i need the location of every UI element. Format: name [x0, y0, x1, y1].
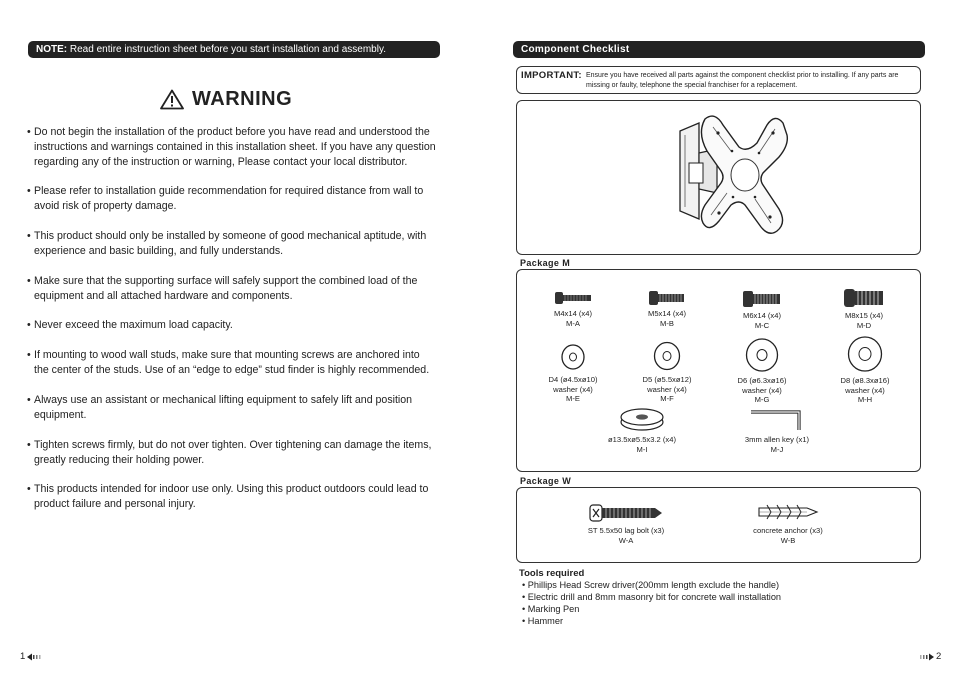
washer-d5-item: D5 (ø5.5xø12) washer (x4) M-F	[625, 340, 709, 404]
warning-bullet-2: • Please refer to installation guide recommendation for required distance from wall to avoid risk of property damage.	[27, 185, 424, 212]
note-bar	[28, 41, 440, 58]
washer-d8-item: D8 (ø8.3xø16) washer (x4) M-H	[822, 335, 908, 405]
machine-screw-icon	[842, 288, 886, 308]
tool-item: • Marking Pen	[522, 604, 580, 614]
important-notice	[516, 66, 921, 94]
note-label: NOTE:	[36, 44, 68, 55]
tools-required-heading: Tools required	[519, 568, 585, 579]
warning-bullet-5: • Never exceed the maximum load capacity.	[27, 319, 233, 331]
machine-screw-icon	[741, 290, 783, 308]
washer-d6-item: D6 (ø6.3xø16) washer (x4) M-G	[720, 337, 804, 405]
important-text: Ensure you have received all parts against the component checklist prior to installing. If any parts are missing or faulty, telephone the special franchiser for a replacement.	[586, 72, 899, 89]
note-text: Read entire instruction sheet before you start installation and assembly.	[67, 44, 386, 55]
warning-title: WARNING	[192, 88, 293, 110]
tool-item: • Hammer	[522, 616, 564, 626]
washer-icon	[846, 335, 884, 373]
warning-bullet-9: • This products intended for indoor use only. Using this product outdoors could lead to product failure and personal injury.	[27, 483, 429, 510]
tool-item: • Phillips Head Screw driver(200mm length exclude the handle)	[522, 580, 780, 590]
screw-m5-item: M5x14 (x4) M-B	[631, 290, 703, 328]
washer-icon	[652, 340, 682, 372]
warning-triangle-icon	[160, 89, 184, 110]
concrete-anchor-icon	[757, 501, 819, 523]
allen-key-item: 3mm allen key (x1) M-J	[730, 408, 824, 454]
warning-bullet-8: • Tighten screws firmly, but do not over tighten. Over tightening can damage the items, greatly reducing their holding power.	[27, 439, 432, 466]
lag-bolt-icon	[589, 503, 663, 523]
spacer-icon	[619, 406, 665, 432]
machine-screw-icon	[647, 290, 687, 306]
lag-bolt-item: ST 5.5x50 lag bolt (x3) W-A	[576, 503, 676, 545]
screw-m6-item: M6x14 (x4) M-C	[726, 290, 798, 330]
allen-key-icon	[747, 408, 807, 432]
component-checklist-bar: Component Checklist	[513, 41, 925, 58]
page-number-right: 2	[918, 651, 941, 662]
tool-item: • Electric drill and 8mm masonry bit for concrete wall installation	[522, 592, 782, 602]
warning-bullet-7: • Always use an assistant or mechanical lifting equipment to safely lift and position equipment.	[27, 394, 413, 421]
screw-m8-item: M8x15 (x4) M-D	[828, 288, 900, 330]
warning-heading	[160, 88, 292, 111]
washer-icon	[744, 337, 780, 373]
screw-m4-item: M4x14 (x4) M-A	[537, 290, 609, 328]
package-w-label: Package W	[520, 476, 572, 486]
washer-d4-item: D4 (ø4.5xø10) washer (x4) M-E	[531, 342, 615, 404]
warning-bullet-6: • If mounting to wood wall studs, make sure that mounting screws are anchored into the center of the studs. Use of an “edge to edge” stud finder is highly recommended.	[27, 349, 430, 376]
warning-bullet-4: • Make sure that the supporting surface will safely support the combined load of the equipment and all attached hardware and components.	[27, 275, 418, 302]
warning-bullet-3: • This product should only be installed by someone of good mechanical aptitude, with experience and basic building, and fully understands.	[27, 230, 427, 257]
spacer-item: ø13.5xø5.5x3.2 (x4) M-I	[590, 406, 694, 454]
important-label: IMPORTANT:	[521, 70, 582, 81]
warning-bullet-1: • Do not begin the installation of the product before you have read and understood the instructions and warnings contained in this installation sheet. If you have any question regarding any of the instruction or warning, Please contact your local distributor.	[27, 126, 436, 168]
mount-bracket-image	[516, 100, 921, 255]
package-m-label: Package M	[520, 258, 571, 268]
arrow-right-icon	[918, 653, 934, 661]
arrow-left-icon	[27, 653, 43, 661]
page-number-left: 1	[20, 651, 43, 662]
tv-wall-mount-icon	[517, 101, 922, 256]
washer-icon	[559, 342, 587, 372]
concrete-anchor-item: concrete anchor (x3) W-B	[738, 501, 838, 545]
machine-screw-icon	[553, 290, 593, 306]
